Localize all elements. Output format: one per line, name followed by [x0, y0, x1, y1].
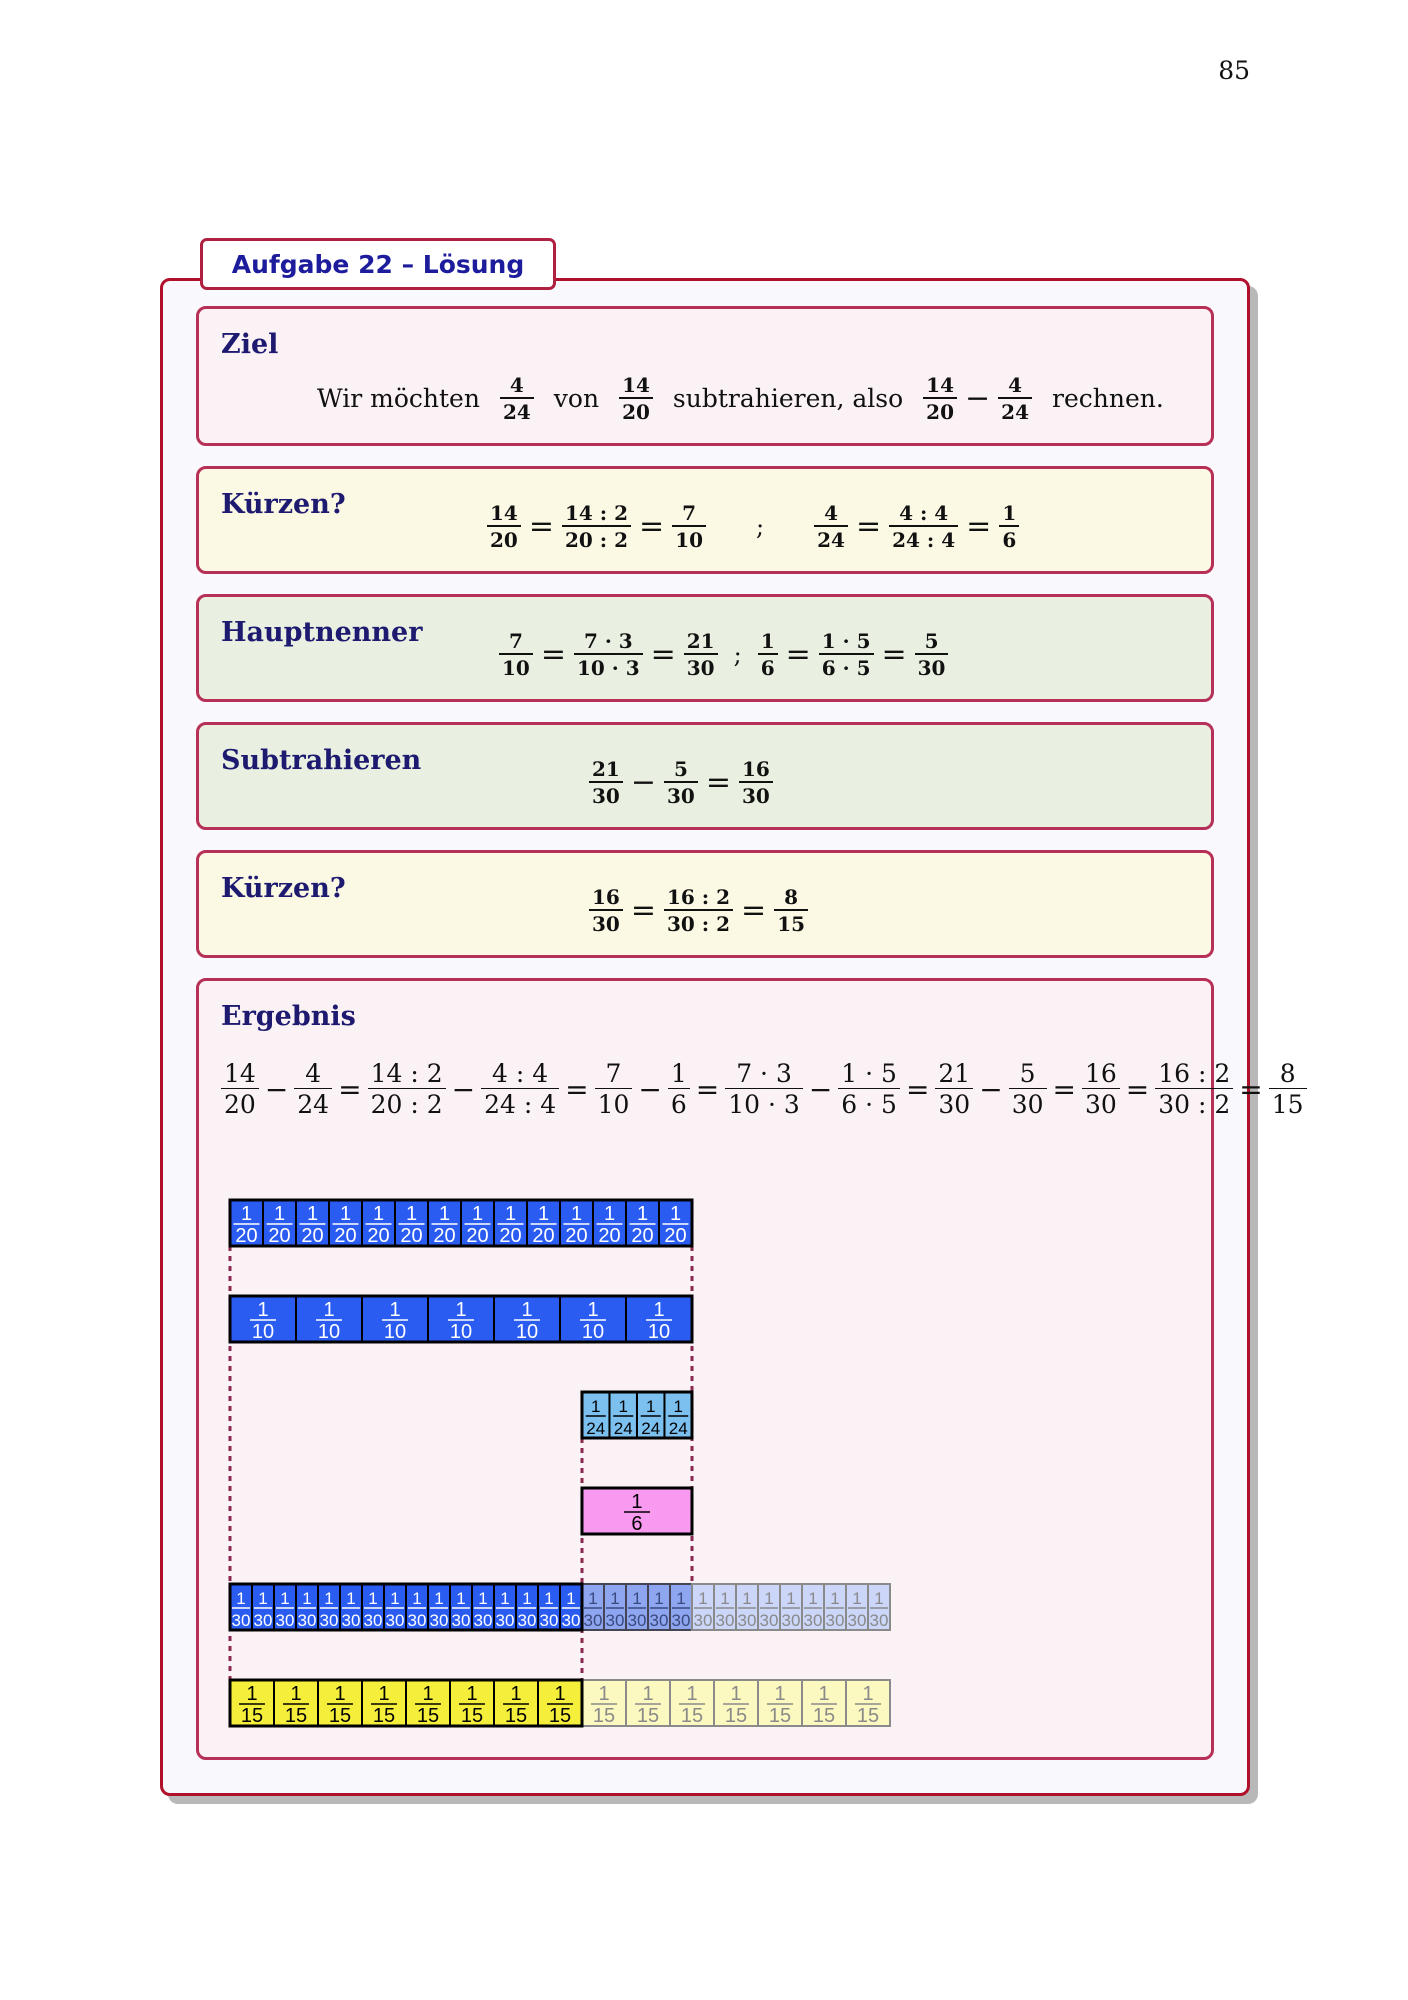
fraction-piece-denominator: 24 — [613, 1419, 633, 1438]
fraction-piece-thirtieths — [406, 1584, 428, 1630]
fraction-piece-numerator: 1 — [290, 1683, 302, 1705]
fraction-piece-twentieths — [461, 1200, 494, 1247]
fraction-piece-denominator: 20 — [565, 1225, 588, 1247]
minus-sign: − — [638, 1072, 662, 1106]
fraction-piece-tenths — [560, 1296, 626, 1343]
fraction: $\frac{7}{10}$ — [672, 503, 706, 550]
fraction-piece-denominator: 20 — [664, 1225, 687, 1247]
fraction-piece-fifteenths — [318, 1680, 362, 1727]
equals-sign: = — [540, 637, 566, 672]
fraction-piece-twentieths — [593, 1200, 626, 1247]
minus-sign: − — [808, 1072, 833, 1106]
fraction-piece-numerator: 1 — [478, 1589, 488, 1608]
fraction-piece-fifteenths — [802, 1680, 846, 1727]
minus-sign: − — [630, 765, 656, 800]
fraction-piece-twentieths — [659, 1200, 692, 1247]
fraction-piece-numerator: 1 — [412, 1589, 422, 1608]
fraction: $\frac{4}{24}$ — [294, 1061, 332, 1117]
fraction-piece-numerator: 1 — [372, 1203, 385, 1225]
fraction-piece-numerator: 1 — [537, 1203, 550, 1225]
fraction-piece-numerator: 1 — [636, 1203, 649, 1225]
fraction-piece-thirtieths — [626, 1584, 648, 1630]
fraction-piece-numerator: 1 — [422, 1683, 434, 1705]
fraction-piece-thirtieths — [472, 1584, 494, 1630]
fraction-piece-denominator: 10 — [449, 1321, 473, 1343]
fraction-piece-numerator: 1 — [246, 1683, 258, 1705]
fraction-piece-numerator: 1 — [818, 1683, 830, 1705]
fraction-piece-twentieths — [230, 1200, 263, 1247]
fraction-piece-twentieths — [494, 1200, 527, 1247]
fraction-piece-tenths — [362, 1296, 428, 1343]
fraction: $\frac{1 \cdot 5}{6 \cdot 5}$ — [838, 1061, 900, 1117]
fraction: $\frac{7 \cdot 3}{10 \cdot 3}$ — [725, 1061, 803, 1117]
fraction-piece-numerator: 1 — [730, 1683, 742, 1705]
fraction: $\frac{14 : 2}{20 : 2}$ — [562, 503, 631, 550]
fraction-piece-fifteenths — [274, 1680, 318, 1727]
fraction-piece-twentieths — [527, 1200, 560, 1247]
fraction-piece-twentieths — [263, 1200, 296, 1247]
minus-sign: − — [965, 381, 991, 416]
equals-sign: = — [528, 509, 554, 544]
fraction-piece-numerator: 1 — [368, 1589, 378, 1608]
fraction-piece-denominator: 15 — [284, 1705, 308, 1727]
common-denominator-title: Hauptnenner — [221, 617, 423, 648]
fraction-piece-denominator: 15 — [724, 1705, 748, 1727]
fraction-piece-thirtieths — [384, 1584, 406, 1630]
fraction-piece-numerator: 1 — [339, 1203, 352, 1225]
fraction-piece-denominator: 15 — [328, 1705, 352, 1727]
fraction-piece-denominator: 30 — [253, 1611, 273, 1630]
fraction-piece-sixth — [582, 1488, 692, 1535]
equals-sign: = — [630, 893, 656, 928]
fraction-piece-denominator: 24 — [586, 1419, 606, 1438]
equals-sign: = — [1052, 1072, 1076, 1106]
fraction-piece-fifteenths — [406, 1680, 450, 1727]
fraction: $\frac{4}{24}$ — [814, 503, 848, 550]
fraction-piece-twentieths — [560, 1200, 593, 1247]
fraction-piece-thirtieths — [230, 1584, 252, 1630]
fraction-piece-denominator: 30 — [561, 1611, 581, 1630]
fraction: $\frac{14}{20}$ — [923, 375, 957, 422]
fraction-piece-thirtieths — [274, 1584, 296, 1630]
fraction-piece-denominator: 30 — [583, 1611, 603, 1630]
fraction-piece-denominator: 30 — [275, 1611, 295, 1630]
fraction-piece-denominator: 15 — [680, 1705, 704, 1727]
fraction-piece-numerator: 1 — [642, 1683, 654, 1705]
fraction-piece-denominator: 30 — [825, 1611, 845, 1630]
fraction: $\frac{5}{30}$ — [915, 631, 949, 678]
fraction-piece-numerator: 1 — [323, 1299, 335, 1321]
equals-sign: = — [881, 637, 907, 672]
fraction-piece-denominator: 30 — [319, 1611, 339, 1630]
equals-sign: = — [966, 509, 992, 544]
fraction-piece-thirtieths — [868, 1584, 890, 1630]
goal-text-4: rechnen. — [1052, 384, 1164, 413]
fraction-piece-denominator: 10 — [647, 1321, 671, 1343]
fraction-piece-denominator: 30 — [737, 1611, 757, 1630]
fraction: $\frac{7 \cdot 3}{10 \cdot 3}$ — [574, 631, 643, 678]
fraction-piece-numerator: 1 — [632, 1589, 642, 1608]
fraction-piece-numerator: 1 — [302, 1589, 312, 1608]
fraction-piece-numerator: 1 — [590, 1397, 601, 1416]
fraction-piece-numerator: 1 — [603, 1203, 616, 1225]
fraction-piece-numerator: 1 — [324, 1589, 334, 1608]
fraction-piece-numerator: 1 — [618, 1397, 628, 1416]
fraction-piece-thirtieths — [450, 1584, 472, 1630]
fraction-piece-numerator: 1 — [334, 1683, 346, 1705]
fraction-piece-twentieths — [296, 1200, 329, 1247]
fraction: $\frac{21}{30}$ — [589, 759, 623, 806]
fraction-piece-numerator: 1 — [852, 1589, 862, 1608]
fraction-piece-numerator: 1 — [566, 1589, 576, 1608]
fraction-piece-denominator: 30 — [473, 1611, 493, 1630]
fraction: $\frac{1 \cdot 5}{6 \cdot 5}$ — [819, 631, 874, 678]
fraction: $\frac{4 : 4}{24 : 4}$ — [889, 503, 958, 550]
fraction: $\frac{4 : 4}{24 : 4}$ — [481, 1061, 559, 1117]
page-number: 85 — [1218, 56, 1250, 85]
fraction-piece-numerator: 1 — [742, 1589, 752, 1608]
fraction-piece-thirtieths — [824, 1584, 846, 1630]
fraction-piece-numerator: 1 — [434, 1589, 444, 1608]
fraction-piece-numerator: 1 — [698, 1589, 708, 1608]
fraction: $\frac{16}{30}$ — [1082, 1061, 1120, 1117]
fraction-piece-numerator: 1 — [389, 1299, 401, 1321]
fraction-piece-denominator: 15 — [416, 1705, 440, 1727]
fraction-piece-numerator: 1 — [645, 1397, 656, 1416]
fraction-piece-denominator: 15 — [548, 1705, 572, 1727]
fraction: $\frac{1}{6}$ — [999, 503, 1019, 550]
fraction: $\frac{7}{10}$ — [499, 631, 533, 678]
fraction-piece-denominator: 10 — [515, 1321, 539, 1343]
fraction-piece-tenths — [230, 1296, 296, 1343]
fraction-piece-numerator: 1 — [588, 1589, 598, 1608]
fraction-piece-denominator: 15 — [240, 1705, 264, 1727]
fraction-piece-numerator: 1 — [455, 1299, 467, 1321]
fraction-piece-denominator: 30 — [803, 1611, 823, 1630]
fraction-piece-thirtieths — [560, 1584, 582, 1630]
fraction-piece-denominator: 20 — [301, 1225, 324, 1247]
separator: ; — [733, 640, 742, 669]
fraction-piece-denominator: 20 — [631, 1225, 654, 1247]
fraction-piece-denominator: 20 — [400, 1225, 423, 1247]
fraction-piece-numerator: 1 — [390, 1589, 400, 1608]
fraction: $\frac{16 : 2}{30 : 2}$ — [664, 887, 733, 934]
fraction-piece-tenths — [494, 1296, 560, 1343]
fraction-piece-thirtieths — [340, 1584, 362, 1630]
fraction-piece-denominator: 30 — [649, 1611, 669, 1630]
equals-sign: = — [741, 893, 767, 928]
fraction-piece-denominator: 30 — [715, 1611, 735, 1630]
fraction-piece-numerator: 1 — [598, 1683, 610, 1705]
fraction-piece-denominator: 30 — [429, 1611, 449, 1630]
fraction-piece-thirtieths — [582, 1584, 604, 1630]
fraction-piece-thirtieths — [604, 1584, 626, 1630]
equals-sign: = — [855, 509, 882, 544]
fraction-piece-thirtieths — [780, 1584, 802, 1630]
goal-text-2: von — [553, 384, 600, 413]
fraction-piece-denominator: 20 — [334, 1225, 357, 1247]
fraction-piece-denominator: 20 — [499, 1225, 522, 1247]
fraction-piece-numerator: 1 — [471, 1203, 484, 1225]
fraction-piece-denominator: 30 — [781, 1611, 801, 1630]
fraction-piece-denominator: 30 — [671, 1611, 691, 1630]
minus-sign: − — [264, 1072, 289, 1106]
fraction-piece-thirtieths — [428, 1584, 450, 1630]
fraction-piece-fifteenths — [670, 1680, 714, 1727]
fraction-piece-denominator: 15 — [636, 1705, 660, 1727]
fraction-piece-numerator: 1 — [378, 1683, 390, 1705]
fraction: $\frac{8}{15}$ — [774, 887, 808, 934]
fraction-piece-numerator: 1 — [405, 1203, 418, 1225]
fraction-piece-denominator: 20 — [367, 1225, 390, 1247]
fraction-piece-tenths — [296, 1296, 362, 1343]
fraction-piece-numerator: 1 — [654, 1589, 664, 1608]
fraction-piece-numerator: 1 — [554, 1683, 566, 1705]
fraction-piece-numerator: 1 — [830, 1589, 840, 1608]
fraction-piece-twentyfourths — [609, 1392, 637, 1438]
fraction-piece-twentieths — [329, 1200, 362, 1247]
fraction-piece-numerator: 1 — [774, 1683, 786, 1705]
fraction-piece-fifteenths — [582, 1680, 626, 1727]
fraction-piece-fifteenths — [230, 1680, 274, 1727]
fraction: $\frac{1}{6}$ — [758, 631, 778, 678]
fraction-piece-thirtieths — [362, 1584, 384, 1630]
fraction: $\frac{14}{20}$ — [487, 503, 521, 550]
goal-title: Ziel — [221, 329, 279, 360]
equals-sign: = — [905, 1072, 930, 1106]
reduce-title-2: Kürzen? — [221, 873, 346, 904]
fraction-piece-fifteenths — [714, 1680, 758, 1727]
subtract-title: Subtrahieren — [221, 745, 422, 776]
fraction-piece-denominator: 30 — [297, 1611, 317, 1630]
fraction-piece-numerator: 1 — [862, 1683, 874, 1705]
fraction-piece-denominator: 10 — [251, 1321, 275, 1343]
fraction-piece-numerator: 1 — [522, 1589, 532, 1608]
fraction-piece-numerator: 1 — [686, 1683, 698, 1705]
fraction-piece-twentieths — [362, 1200, 395, 1247]
fraction-piece-thirtieths — [692, 1584, 714, 1630]
equals-sign: = — [1239, 1072, 1263, 1106]
equals-sign: = — [639, 509, 665, 544]
fraction-piece-numerator: 1 — [669, 1203, 682, 1225]
fraction-piece-denominator: 24 — [668, 1419, 688, 1438]
fraction-piece-tenths — [626, 1296, 692, 1343]
fraction: $\frac{16 : 2}{30 : 2}$ — [1155, 1061, 1233, 1117]
fraction-piece-thirtieths — [494, 1584, 516, 1630]
fraction-piece-numerator: 1 — [521, 1299, 533, 1321]
fraction: $\frac{8}{15}$ — [1269, 1061, 1307, 1117]
fraction-piece-denominator: 30 — [407, 1611, 427, 1630]
fraction-piece-twentieths — [428, 1200, 461, 1247]
fraction-piece-numerator: 1 — [570, 1203, 583, 1225]
fraction-piece-fifteenths — [758, 1680, 802, 1727]
fraction: $\frac{5}{30}$ — [664, 759, 698, 806]
equals-sign: = — [705, 765, 731, 800]
fraction-piece-twentyfourths — [664, 1392, 692, 1438]
fraction-piece-thirtieths — [252, 1584, 274, 1630]
fraction-piece-numerator: 1 — [504, 1203, 517, 1225]
fraction: $\frac{14}{20}$ — [221, 1061, 259, 1117]
fraction-piece-denominator: 20 — [532, 1225, 555, 1247]
fraction-piece-denominator: 30 — [231, 1611, 251, 1630]
reduce-title-1: Kürzen? — [221, 489, 346, 520]
fraction-piece-denominator: 15 — [812, 1705, 836, 1727]
fraction-piece-numerator: 1 — [587, 1299, 599, 1321]
task-title-tab: Aufgabe 22 – Lösung — [200, 238, 556, 290]
fraction-piece-numerator: 1 — [673, 1397, 683, 1416]
fraction: $\frac{21}{30}$ — [935, 1061, 973, 1117]
minus-sign: − — [979, 1072, 1003, 1106]
fraction-piece-denominator: 30 — [517, 1611, 537, 1630]
fraction-piece-numerator: 1 — [631, 1491, 643, 1513]
fraction-piece-denominator: 20 — [466, 1225, 489, 1247]
fraction-piece-denominator: 30 — [759, 1611, 779, 1630]
fraction-piece-fifteenths — [538, 1680, 582, 1727]
fraction-piece-thirtieths — [538, 1584, 560, 1630]
fraction-piece-numerator: 1 — [720, 1589, 730, 1608]
fraction-piece-fifteenths — [494, 1680, 538, 1727]
equals-sign: = — [565, 1072, 589, 1106]
fraction-piece-numerator: 1 — [500, 1589, 510, 1608]
fraction-piece-denominator: 15 — [460, 1705, 484, 1727]
fraction-piece-denominator: 10 — [383, 1321, 407, 1343]
fraction-piece-numerator: 1 — [676, 1589, 686, 1608]
fraction-piece-denominator: 15 — [592, 1705, 616, 1727]
fraction: $\frac{14}{20}$ — [619, 375, 653, 422]
fraction-piece-numerator: 1 — [273, 1203, 286, 1225]
fraction-piece-denominator: 20 — [235, 1225, 258, 1247]
fraction: $\frac{4}{24}$ — [998, 375, 1032, 422]
fraction-piece-thirtieths — [714, 1584, 736, 1630]
fraction-piece-numerator: 1 — [240, 1203, 253, 1225]
fraction-piece-denominator: 30 — [627, 1611, 647, 1630]
fraction-piece-denominator: 20 — [268, 1225, 291, 1247]
fraction-piece-thirtieths — [670, 1584, 692, 1630]
fraction-piece-numerator: 1 — [280, 1589, 290, 1608]
fraction-piece-denominator: 15 — [504, 1705, 528, 1727]
fraction-piece-denominator: 10 — [317, 1321, 341, 1343]
fraction: $\frac{16}{30}$ — [739, 759, 773, 806]
fraction-piece-thirtieths — [648, 1584, 670, 1630]
fraction-piece-thirtieths — [516, 1584, 538, 1630]
fraction-piece-numerator: 1 — [236, 1589, 246, 1608]
fraction-piece-fifteenths — [626, 1680, 670, 1727]
fraction-piece-denominator: 15 — [372, 1705, 396, 1727]
fraction-piece-thirtieths — [296, 1584, 318, 1630]
fraction-piece-denominator: 20 — [433, 1225, 456, 1247]
fraction: $\frac{4}{24}$ — [500, 375, 534, 422]
fraction-piece-numerator: 1 — [610, 1589, 620, 1608]
fraction-piece-numerator: 1 — [510, 1683, 522, 1705]
fraction-piece-numerator: 1 — [346, 1589, 356, 1608]
fraction-piece-twentyfourths — [582, 1392, 610, 1438]
fraction-piece-numerator: 1 — [258, 1589, 268, 1608]
fraction-piece-twentieths — [626, 1200, 659, 1247]
fraction-piece-tenths — [428, 1296, 494, 1343]
equals-sign: = — [1125, 1072, 1150, 1106]
result-title: Ergebnis — [221, 1001, 356, 1032]
fraction-piece-denominator: 24 — [641, 1419, 661, 1438]
fraction-piece-denominator: 30 — [495, 1611, 515, 1630]
equals-sign: = — [338, 1072, 362, 1106]
fraction-piece-denominator: 15 — [856, 1705, 880, 1727]
fraction-piece-twentieths — [395, 1200, 428, 1247]
equals-sign: = — [650, 637, 676, 672]
fraction-piece-denominator: 30 — [847, 1611, 867, 1630]
fraction: $\frac{7}{10}$ — [595, 1061, 633, 1117]
fraction: $\frac{14 : 2}{20 : 2}$ — [368, 1061, 446, 1117]
fraction-piece-denominator: 30 — [869, 1611, 889, 1630]
fraction: $\frac{1}{6}$ — [668, 1061, 690, 1117]
fraction: $\frac{21}{30}$ — [684, 631, 718, 678]
fraction-piece-numerator: 1 — [306, 1203, 319, 1225]
fraction-piece-denominator: 30 — [341, 1611, 361, 1630]
goal-text-3: subtrahieren, also — [672, 384, 904, 413]
fraction-piece-thirtieths — [802, 1584, 824, 1630]
fraction-piece-denominator: 30 — [385, 1611, 405, 1630]
fraction-piece-thirtieths — [736, 1584, 758, 1630]
fraction-piece-denominator: 30 — [605, 1611, 625, 1630]
fraction-piece-twentyfourths — [637, 1392, 665, 1438]
fraction-piece-denominator: 20 — [598, 1225, 621, 1247]
fraction-piece-thirtieths — [758, 1584, 780, 1630]
fraction-piece-denominator: 30 — [363, 1611, 383, 1630]
equals-sign: = — [785, 637, 811, 672]
minus-sign: − — [451, 1072, 476, 1106]
fraction-piece-denominator: 10 — [581, 1321, 605, 1343]
separator: ; — [756, 512, 765, 541]
fraction-piece-numerator: 1 — [257, 1299, 269, 1321]
equals-sign: = — [695, 1072, 720, 1106]
fraction-piece-numerator: 1 — [466, 1683, 478, 1705]
fraction-piece-fifteenths — [450, 1680, 494, 1727]
fraction-piece-numerator: 1 — [438, 1203, 451, 1225]
fraction-piece-numerator: 1 — [874, 1589, 884, 1608]
fraction-piece-denominator: 6 — [631, 1513, 643, 1535]
fraction: $\frac{16}{30}$ — [589, 887, 623, 934]
fraction-piece-numerator: 1 — [653, 1299, 665, 1321]
fraction-piece-numerator: 1 — [456, 1589, 466, 1608]
fraction-piece-numerator: 1 — [786, 1589, 796, 1608]
fraction: $\frac{5}{30}$ — [1009, 1061, 1047, 1117]
fraction-piece-denominator: 30 — [451, 1611, 471, 1630]
fraction-piece-numerator: 1 — [764, 1589, 774, 1608]
fraction-piece-denominator: 30 — [539, 1611, 559, 1630]
fraction-piece-fifteenths — [362, 1680, 406, 1727]
fraction-piece-numerator: 1 — [544, 1589, 554, 1608]
fraction-piece-thirtieths — [846, 1584, 868, 1630]
fraction-piece-denominator: 15 — [768, 1705, 792, 1727]
fraction-piece-numerator: 1 — [808, 1589, 818, 1608]
fraction-piece-thirtieths — [318, 1584, 340, 1630]
goal-text-1: Wir möchten — [317, 384, 480, 413]
fraction-piece-denominator: 30 — [693, 1611, 713, 1630]
fraction-piece-fifteenths — [846, 1680, 890, 1727]
